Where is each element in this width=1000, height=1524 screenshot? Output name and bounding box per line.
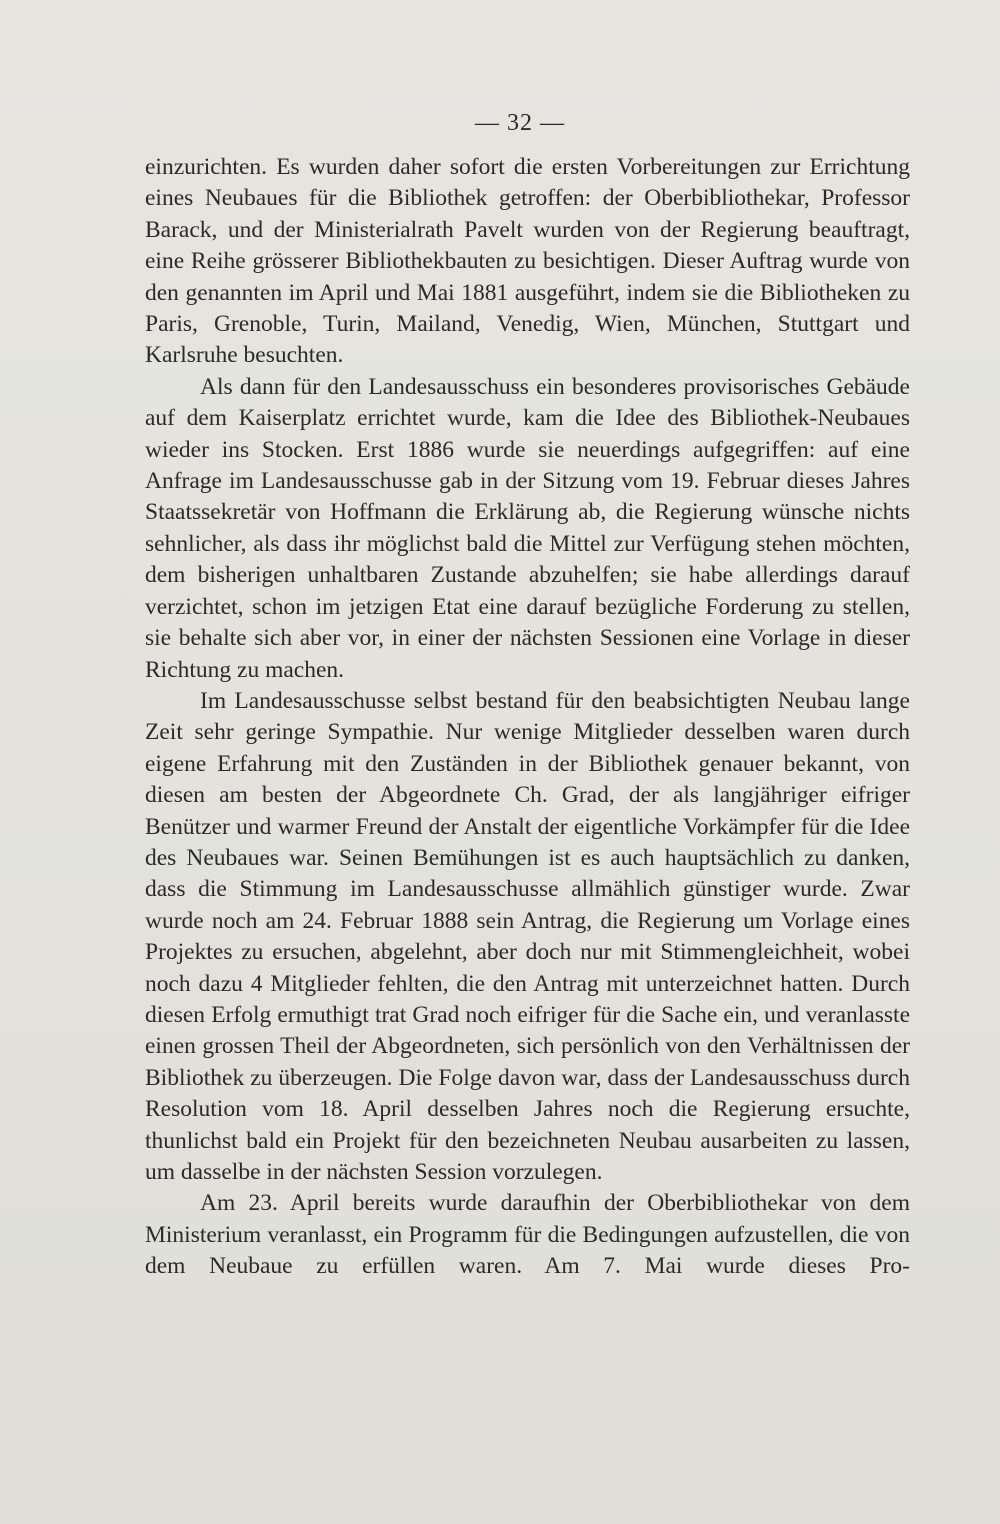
paragraph-1: einzurichten. Es wurden daher sofort die ersten Vorbereitungen zur Errichtung eines Neubaues für die Bibliothek getroffen: der Oberbibliothekar, Professor Barack, und der Ministerialrath Pavelt wurden von der Regierung beauftragt, eine Reihe grösserer Bibliothekbauten zu besichtigen. Dieser Auftrag wurde von den genannten im April und Mai 1881 ausgeführt, indem sie die Bibliotheken zu Paris, Grenoble, Turin, Mailand, Venedig, Wien, München, Stuttgart und Karlsruhe besuchten. xyxy=(145,154,910,369)
paragraph-4: Am 23. April bereits wurde daraufhin der Oberbibliothekar von dem Ministerium veranlasst, ein Programm für die Bedingungen aufzustellen, die von dem Neubaue zu erfüllen waren. Am 7. Mai wurde dieses Pro- xyxy=(145,1190,910,1280)
paragraph-3: Im Landesausschusse selbst bestand für den beabsichtigten Neubau lange Zeit sehr geringe Sympathie. Nur wenige Mitglieder desselben waren durch eigene Erfahrung mit den Zuständen in der Bibliothek genauer bekannt, von diesen am besten der Abgeordnete Ch. Grad, der als langjähriger eifriger Benützer und warmer Freund der Anstalt der eigentliche Vorkämpfer für die Idee des Neubaues war. Seinen Bemühungen ist es auch hauptsächlich zu danken, dass die Stimmung im Landesausschusse allmählich günstiger wurde. Zwar wurde noch am 24. Februar 1888 sein Antrag, die Regierung um Vorlage eines Projektes zu ersuchen, abgelehnt, aber doch nur mit Stimmengleichheit, wobei noch dazu 4 Mitglieder fehlten, die den Antrag mit unterzeichnet hatten. Durch diesen Erfolg ermuthigt trat Grad noch eifriger für die Sache ein, und veranlasste einen grossen Theil der Abgeordneten, sich persönlich von den Verhältnissen der Bibliothek zu überzeugen. Die Folge davon war, dass der Landesausschuss durch Resolution vom 18. April desselben Jahres noch die Regierung ersuchte, thunlichst bald ein Projekt für den bezeichneten Neubau ausarbeiten zu lassen, um dasselbe in der nächsten Session vorzulegen. xyxy=(145,687,910,1185)
page-number: — 32 — xyxy=(475,110,565,136)
paragraph-2: Als dann für den Landesausschuss ein besonderes provisorisches Gebäude auf dem Kaiserplatz errichtet wurde, kam die Idee des Bibliothek-Neubaues wieder ins Stocken. Erst 1886 wurde sie neuerdings aufgegriffen: auf eine Anfrage im Landesausschusse gab in der Sitzung vom 19. Februar dieses Jahres Staatssekretär von Hoffmann die Erklärung ab, die Regierung wünsche nichts sehnlicher, als dass ihr möglichst bald die Mittel zur Verfügung stehen möchten, dem bisherigen unhaltbaren Zustande abzuhelfen; sie habe allerdings darauf verzichtet, schon im jetzigen Etat eine darauf bezügliche Forderung zu stellen, sie behalte sich aber vor, in einer der nächsten Sessionen eine Vorlage in dieser Richtung zu machen. xyxy=(145,373,910,683)
body-text xyxy=(145,152,910,1283)
